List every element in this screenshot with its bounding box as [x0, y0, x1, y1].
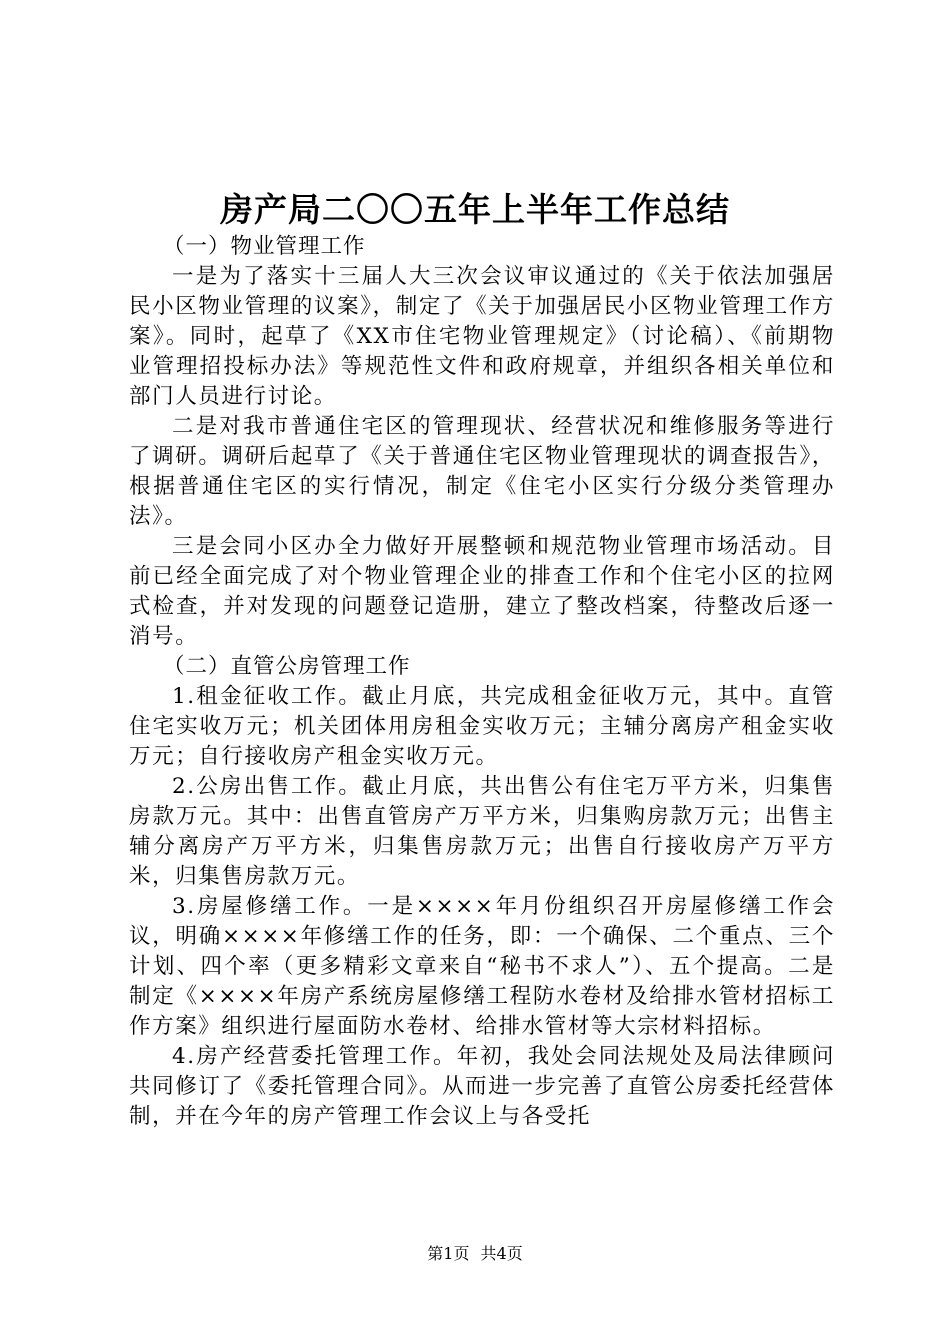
document-title: 房产局二〇〇五年上半年工作总结: [220, 190, 730, 229]
paragraph: 2.公房出售工作。截止月底，共出售公有住宅万平方米，归集售房款万元。其中：出售直管房产万平方米，归集购房款万元；出售主辅分离房产万平方米，归集售房款万元；出售自行接收房产万平方米，归集售房款万元。: [129, 774, 835, 889]
paragraph: 一是为了落实十三届人大三次会议审议通过的《关于依法加强居民小区物业管理的议案》，制定了《关于加强居民小区物业管理工作方案》。同时，起草了《XX市住宅物业管理规定》（讨论稿）、《前期物业管理招投标办法》等规范性文件和政府规章，并组织各相关单位和部门人员进行讨论。: [129, 264, 835, 409]
paragraph: 1.租金征收工作。截止月底，共完成租金征收万元，其中。直管住宅实收万元；机关团体用房租金实收万元；主辅分离房产租金实收万元；自行接收房产租金实收万元。: [129, 684, 835, 769]
section-heading-property-management: （一）物业管理工作: [163, 234, 366, 259]
document-body: [129, 232, 835, 1132]
section-heading-public-housing: （二）直管公房管理工作: [163, 654, 411, 679]
page-number: 第1页: [427, 1244, 470, 1263]
paragraph: 二是对我市普通住宅区的管理现状、经营状况和维修服务等进行了调研。调研后起草了《关于普通住宅区物业管理现状的调查报告》，根据普通住宅区的实行情况，制定《住宅小区实行分级分类管理办法》。: [129, 414, 835, 529]
paragraph: 3.房屋修缮工作。一是××××年月份组织召开房屋修缮工作会议，明确××××年修缮工作的任务，即：一个确保、二个重点、三个计划、四个率（更多精彩文章来自“秘书不求人”）、五个提高。二是制定《××××年房产系统房屋修缮工程防水卷材及给排水管材招标工作方案》组织进行屋面防水卷材、给排水管材等大宗材料招标。: [129, 894, 835, 1039]
paragraph: 三是会同小区办全力做好开展整顿和规范物业管理市场活动。目前已经全面完成了对个物业管理企业的排查工作和个住宅小区的拉网式检查，并对发现的问题登记造册，建立了整改档案，待整改后逐一消号。: [129, 534, 835, 649]
page-footer: [0, 1242, 950, 1266]
page-total: 共4页: [480, 1244, 523, 1263]
paragraph: 4.房产经营委托管理工作。年初，我处会同法规处及局法律顾问共同修订了《委托管理合同》。从而进一步完善了直管公房委托经营体制，并在今年的房产管理工作会议上与各受托: [129, 1044, 835, 1129]
